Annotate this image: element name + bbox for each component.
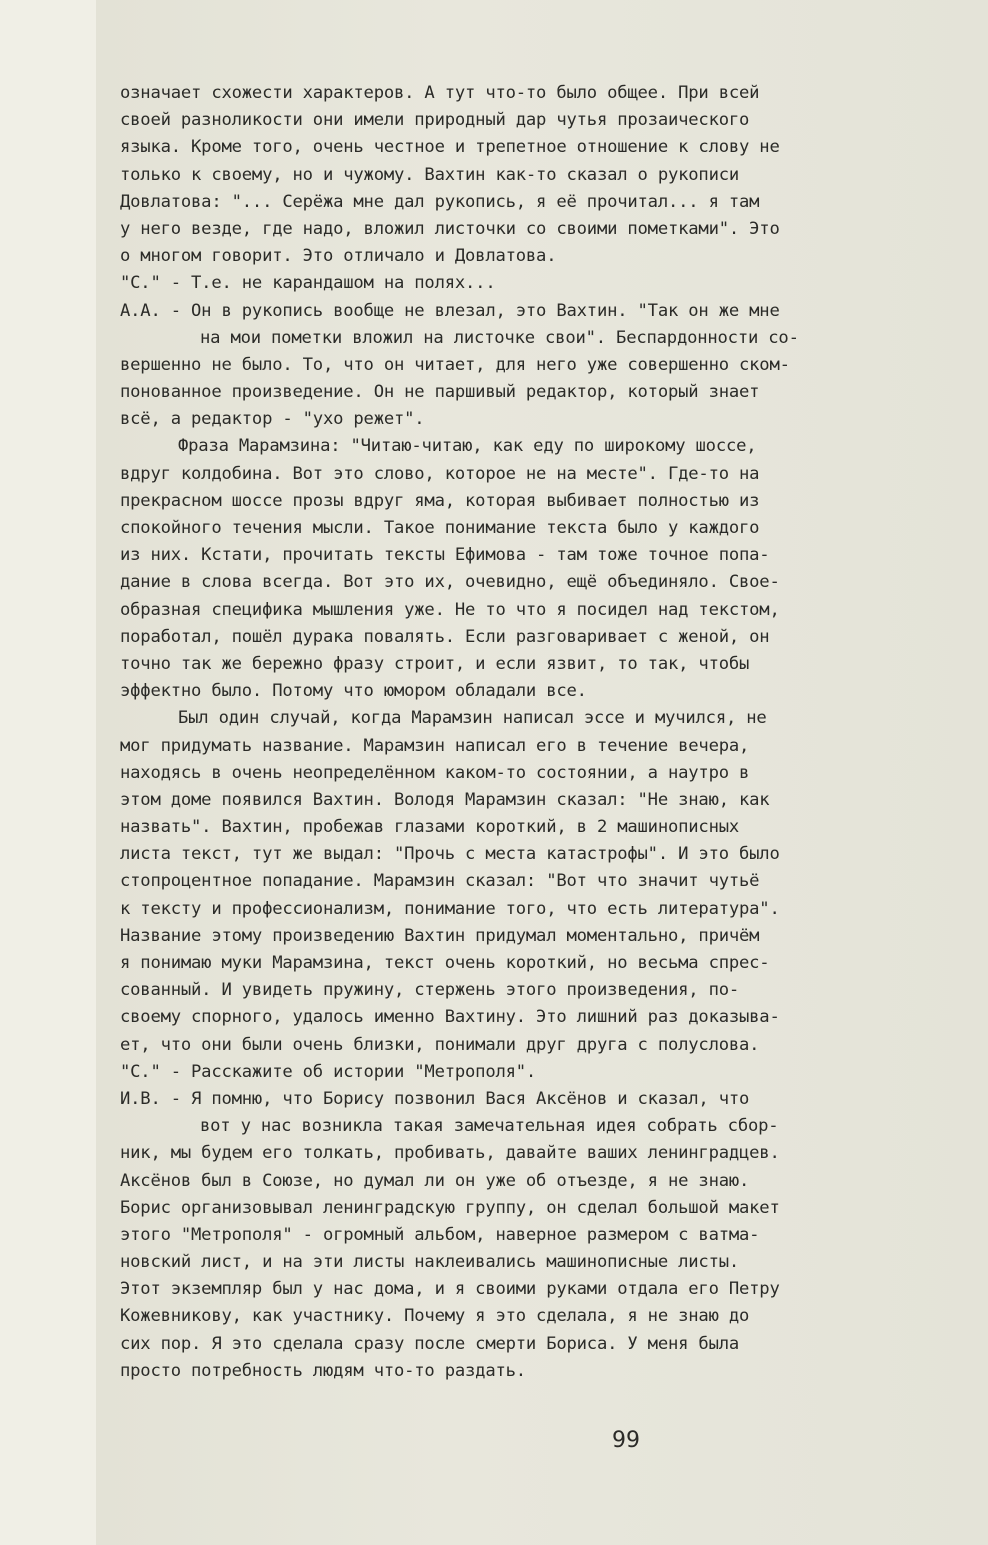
text-line: стопроцентное попадание. Марамзин сказал: "Вот что значит чутьё: [120, 871, 760, 892]
text-line: листа текст, тут же выдал: "Прочь с места катастрофы". И это было: [120, 844, 780, 865]
text-line: А.А. - Он в рукопись вообще не влезал, это Вахтин. "Так он же мне: [120, 300, 780, 321]
text-line: к тексту и профессионализм, понимание того, что есть литература".: [120, 898, 780, 919]
text-line: ет, что они были очень близки, понимали друг друга с полуслова.: [120, 1034, 760, 1055]
text-line: назвать". Вахтин, пробежав глазами короткий, в 2 машинописных: [120, 817, 740, 838]
text-line: "С." - Т.е. не карандашом на полях...: [120, 273, 496, 294]
text-line: на мои пометки вложил на листочке свои". Беспардонности со-: [200, 327, 799, 348]
text-line: прекрасном шоссе прозы вдруг яма, которая выбивает полностью из: [120, 490, 760, 511]
text-line: понованное произведение. Он не паршивый редактор, который знает: [120, 382, 760, 403]
text-line: всё, а редактор - "ухо режет".: [120, 409, 425, 430]
text-line: своей разноликости они имели природный дар чутья прозаического: [120, 110, 750, 131]
text-line: поработал, пошёл дурака повалять. Если разговаривает с женой, он: [120, 626, 770, 647]
text-line: о многом говорит. Это отличало и Довлатова.: [120, 246, 557, 267]
text-line: ник, мы будем его толкать, пробивать, давайте ваших ленинградцев.: [120, 1143, 780, 1164]
text-line: только к своему, но и чужому. Вахтин как-то сказал о рукописи: [120, 164, 740, 185]
text-line: сих пор. Я это сделала сразу после смерти Бориса. У меня была: [120, 1333, 740, 1354]
text-line: этого "Метрополя" - огромный альбом, наверное размером с ватма-: [120, 1224, 760, 1245]
page-number: 99: [612, 1428, 640, 1453]
typewritten-text: [120, 80, 880, 1385]
text-line: "С." - Расскажите об истории "Метрополя".: [120, 1061, 537, 1082]
text-line: Фраза Марамзина: "Читаю-читаю, как еду по широкому шоссе,: [178, 436, 757, 457]
text-line: Борис организовывал ленинградскую группу, он сделал большой макет: [120, 1197, 780, 1218]
text-line: я понимаю муки Марамзина, текст очень короткий, но весьма спрес-: [120, 953, 770, 973]
text-line: И.В. - Я помню, что Борису позвонил Вася Аксёнов и сказал, что: [120, 1088, 750, 1109]
text-line: у него везде, где надо, вложил листочки со своими пометками". Это: [120, 218, 780, 239]
left-margin: [0, 0, 96, 1545]
text-line: дание в слова всегда. Вот это их, очевидно, ещё объединяло. Свое-: [120, 572, 780, 593]
text-line: сованный. И увидеть пружину, стержень этого произведения, по-: [120, 980, 740, 1001]
text-line: образная специфика мышления уже. Не то что я посидел над текстом,: [120, 599, 780, 620]
text-line: Этот экземпляр был у нас дома, и я своими руками отдала его Петру: [120, 1279, 780, 1300]
text-line: точно так же бережно фразу строит, и если язвит, то так, чтобы: [120, 653, 750, 674]
text-line: вершенно не было. То, что он читает, для него уже совершенно ском-: [120, 354, 790, 375]
text-line: из них. Кстати, прочитать тексты Ефимова - там тоже точное попа-: [120, 545, 770, 566]
text-line: Кожевникову, как участнику. Почему я это сделала, я не знаю до: [120, 1306, 750, 1327]
text-line: вдруг колдобина. Вот это слово, которое не на месте". Где-то на: [120, 463, 760, 484]
text-line: находясь в очень неопределённом каком-то состоянии, а наутро в: [120, 762, 750, 783]
text-line: языка. Кроме того, очень честное и трепетное отношение к слову не: [120, 137, 780, 158]
text-line: своему спорного, удалось именно Вахтину. Это лишний раз доказыва-: [120, 1007, 780, 1028]
text-line: этом доме появился Вахтин. Володя Марамзин сказал: "Не знаю, как: [120, 789, 770, 810]
text-line: мог придумать название. Марамзин написал его в течение вечера,: [120, 735, 750, 756]
text-line: эффектно было. Потому что юмором обладали все.: [120, 681, 587, 702]
text-line: спокойного течения мысли. Такое понимание текста было у каждого: [120, 518, 760, 538]
text-line: Был один случай, когда Марамзин написал эссе и мучился, не: [178, 708, 767, 729]
text-line: Довлатова: "... Серёжа мне дал рукопись, я её прочитал... я там: [120, 191, 760, 212]
text-line: просто потребность людям что-то раздать.: [120, 1360, 526, 1381]
text-line: Аксёнов был в Союзе, но думал ли он уже об отъезде, я не знаю.: [120, 1170, 750, 1191]
text-line: означает схожести характеров. А тут что-то было общее. При всей: [120, 83, 760, 103]
text-line: вот у нас возникла такая замечательная идея собрать сбор-: [200, 1116, 779, 1137]
text-line: Название этому произведению Вахтин придумал моментально, причём: [120, 925, 760, 946]
text-line: новский лист, и на эти листы наклеивались машинописные листы.: [120, 1252, 740, 1273]
